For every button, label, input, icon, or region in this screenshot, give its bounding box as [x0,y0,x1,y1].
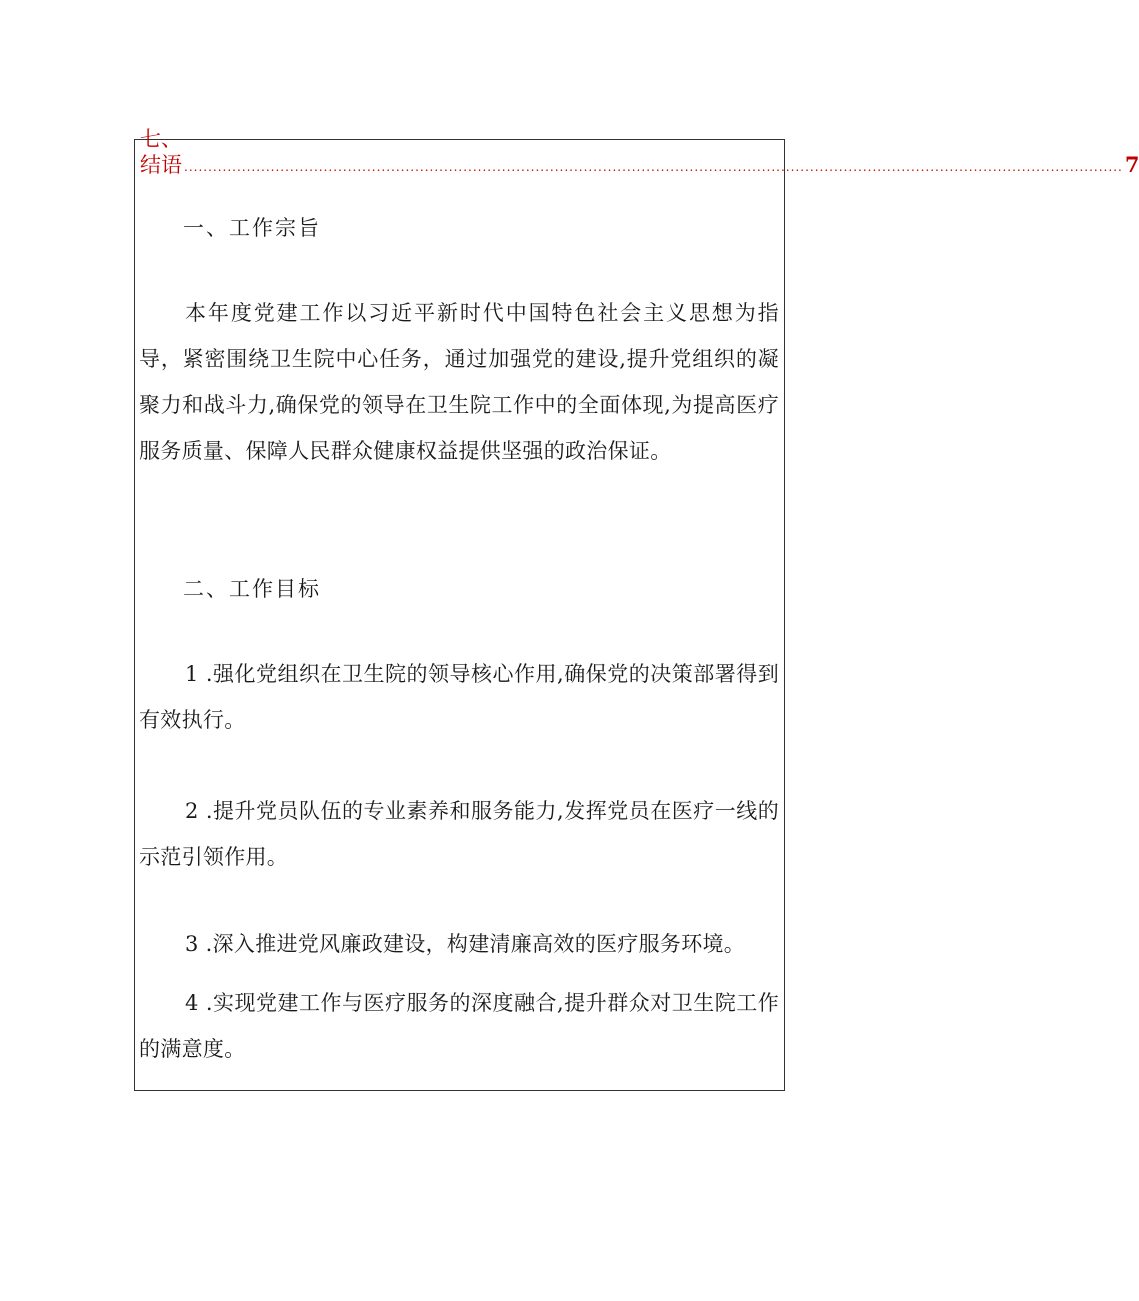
goal-item-2: 2 .提升党员队伍的专业素养和服务能力,发挥党员在医疗一线的示范引领作用。 [139,799,779,869]
goal-item-4: 4 .实现党建工作与医疗服务的深度融合,提升群众对卫生院工作的满意度。 [139,991,779,1061]
section-heading-purpose: 一、工作宗旨 [183,216,321,240]
goal-item-3: 3 .深入推进党风廉政建设，构建清廉高效的医疗服务环境。 [185,932,746,956]
toc-leader-dots: ................................................................................................................................................................................................... [184,160,1123,174]
goal-item-1: 1 .强化党组织在卫生院的领导核心作用,确保党的决策部署得到有效执行。 [139,662,779,732]
toc-entry-conclusion[interactable] [140,127,1139,178]
purpose-paragraph: 本年度党建工作以习近平新时代中国特色社会主义思想为指导，紧密围绕卫生院中心任务，通过加强党的建设,提升党组织的凝聚力和战斗力,确保党的领导在卫生院工作中的全面体现,为提高医疗服务质量、保障人民群众健康权益提供坚强的政治保证。 [139,301,779,463]
toc-entry-label: 七、结语 [140,127,182,177]
section-heading-goals: 二、工作目标 [183,577,321,601]
toc-page-number: 7 [1124,152,1139,177]
